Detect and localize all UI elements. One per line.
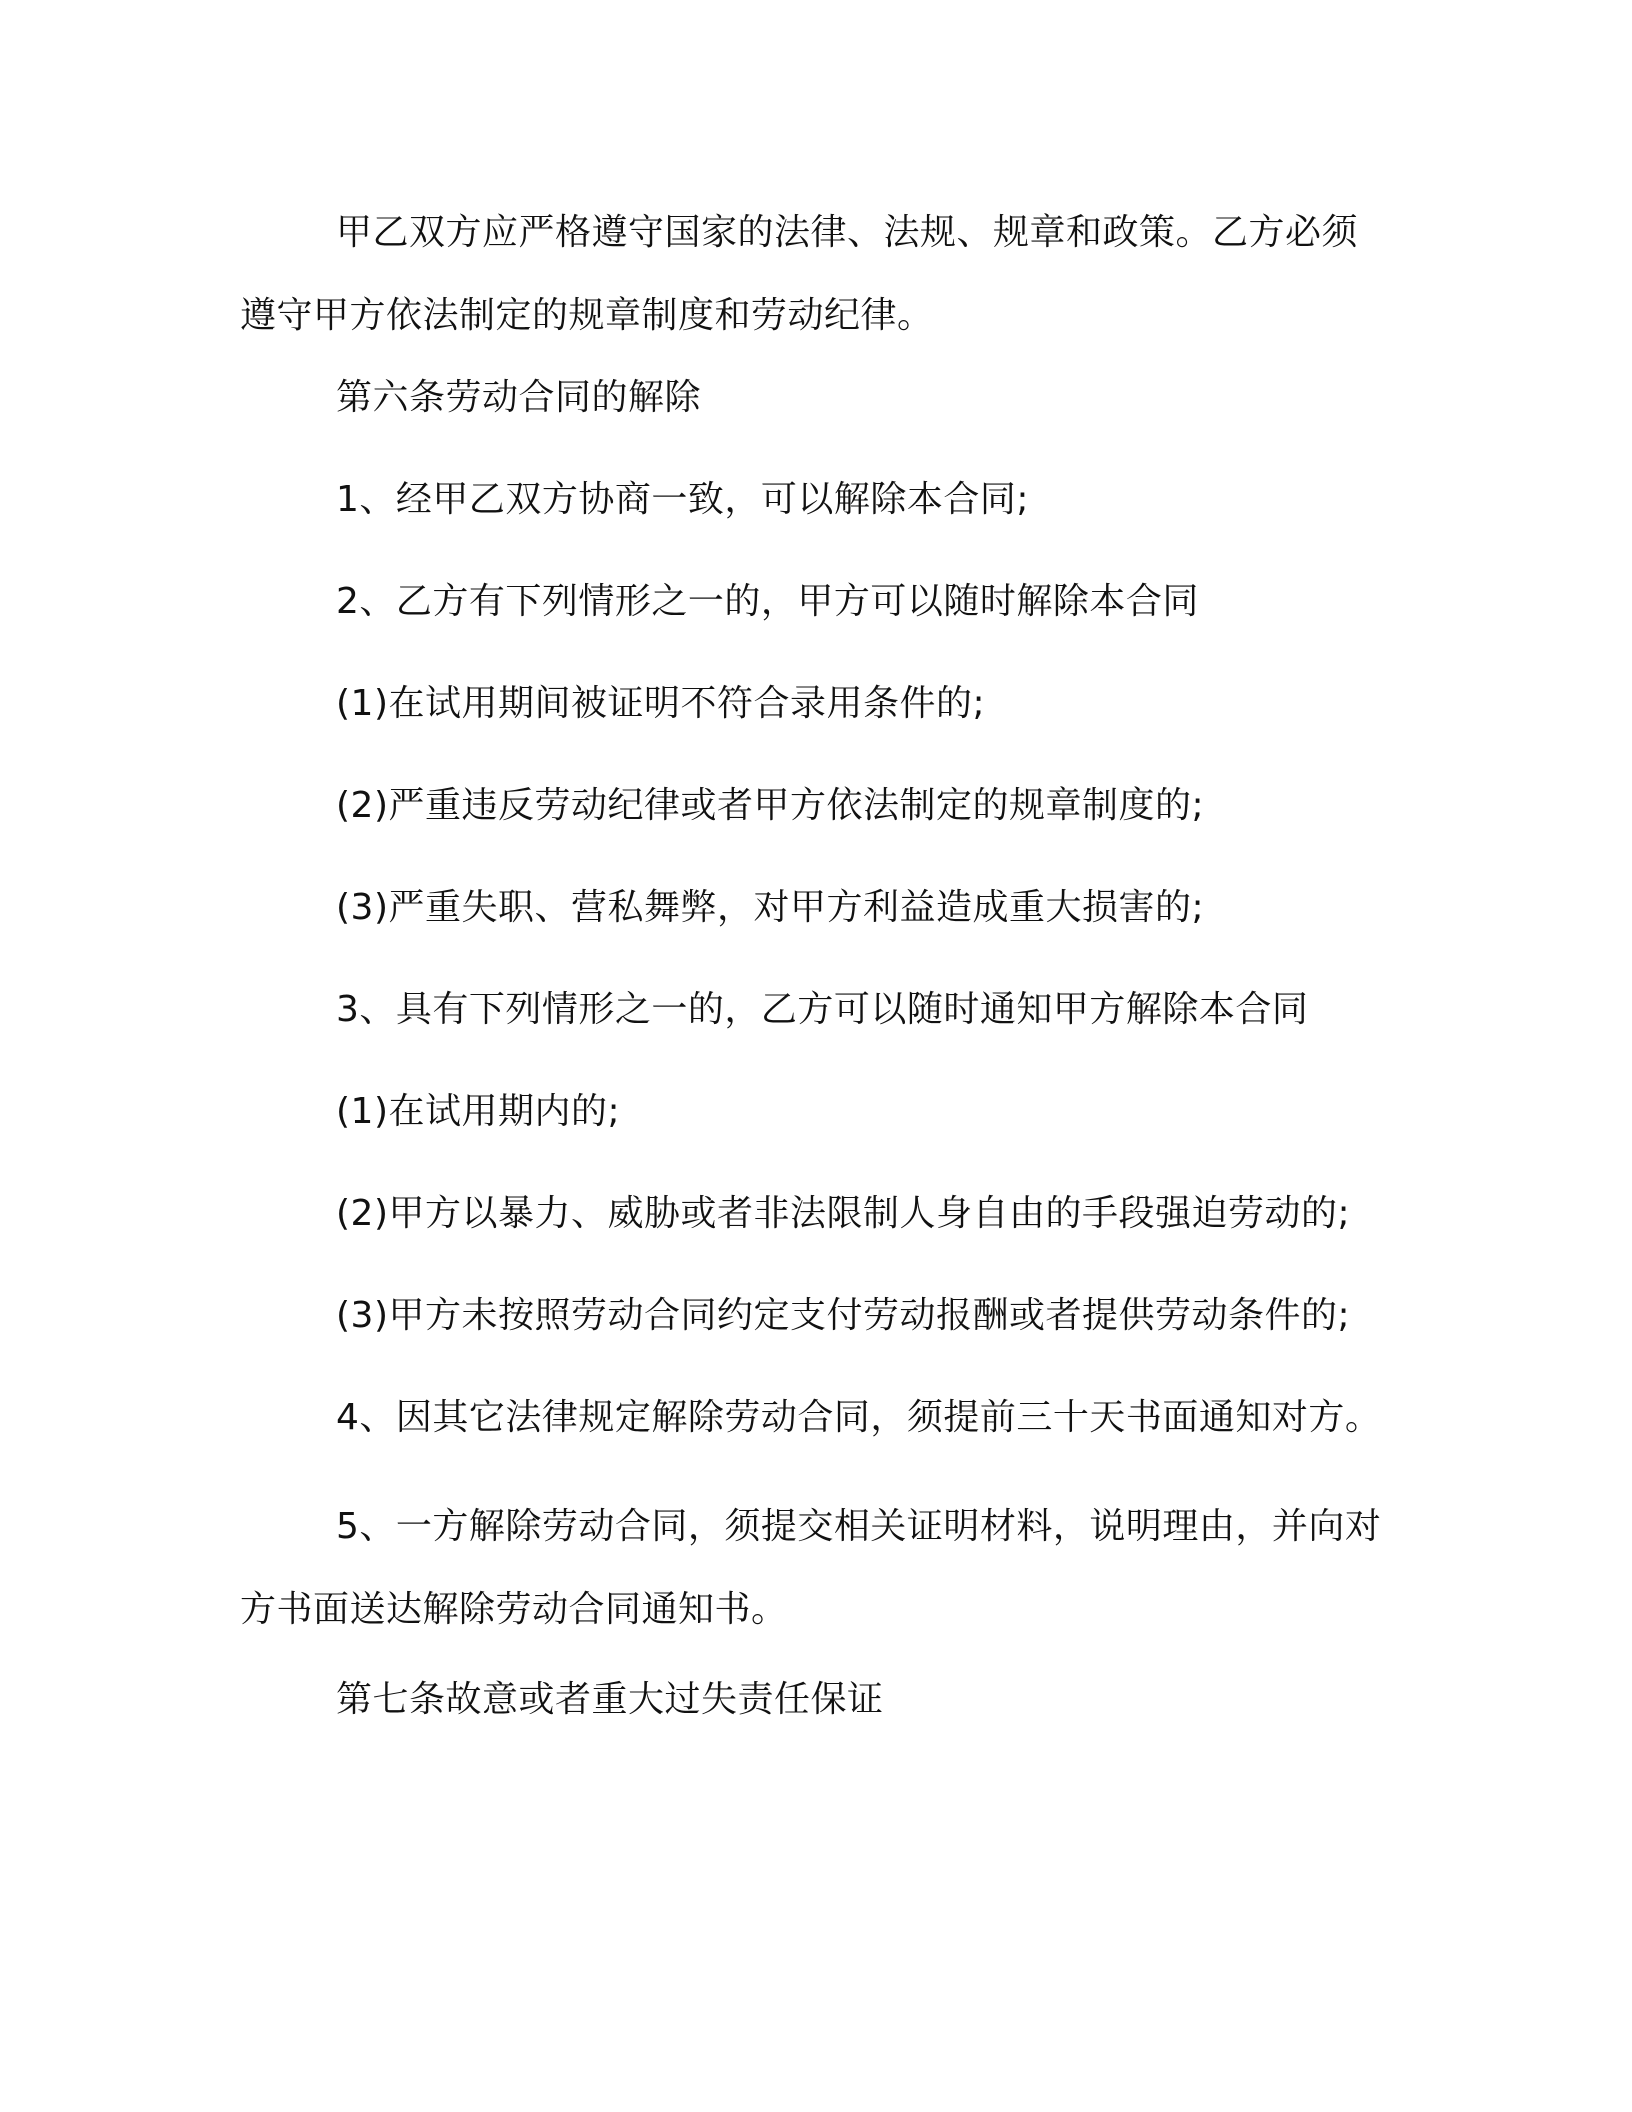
clause-4: 4、因其它法律规定解除劳动合同，须提前三十天书面通知对方。	[336, 1397, 1382, 1438]
section-heading-6: 第六条劳动合同的解除	[336, 377, 702, 418]
clause-3-item-2: (2)甲方以暴力、威胁或者非法限制人身自由的手段强迫劳动的;	[336, 1193, 1351, 1234]
clause-2-item-3: (3)严重失职、营私舞弊，对甲方利益造成重大损害的;	[336, 887, 1205, 928]
clause-2: 2、乙方有下列情形之一的，甲方可以随时解除本合同	[336, 581, 1199, 622]
clause-3-item-1: (1)在试用期内的;	[336, 1091, 621, 1132]
clause-5: 5、一方解除劳动合同，须提交相关证明材料，说明理由，并向对方书面送达解除劳动合同通知书。	[240, 1506, 1382, 1630]
clause-3-item-3: (3)甲方未按照劳动合同约定支付劳动报酬或者提供劳动条件的;	[336, 1295, 1351, 1336]
clause-1: 1、经甲乙双方协商一致，可以解除本合同;	[336, 479, 1030, 520]
clause-2-item-2: (2)严重违反劳动纪律或者甲方依法制定的规章制度的;	[336, 785, 1205, 826]
paragraph-compliance: 甲乙双方应严格遵守国家的法律、法规、规章和政策。乙方必须遵守甲方依法制定的规章制度和劳动纪律。	[240, 212, 1359, 336]
clause-2-item-1: (1)在试用期间被证明不符合录用条件的;	[336, 683, 986, 724]
clause-3: 3、具有下列情形之一的，乙方可以随时通知甲方解除本合同	[336, 989, 1309, 1030]
section-heading-7: 第七条故意或者重大过失责任保证	[336, 1679, 884, 1720]
